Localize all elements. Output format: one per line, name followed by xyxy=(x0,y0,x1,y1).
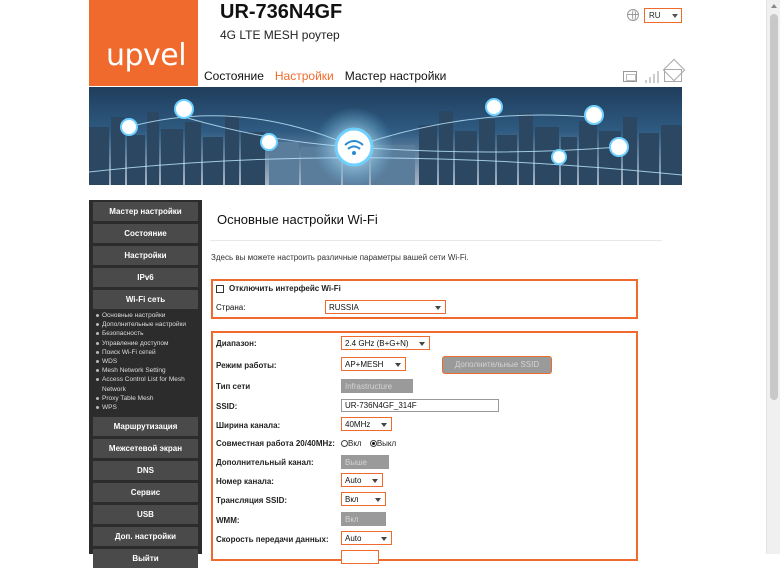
sidebar-subitem-mesh-setting[interactable]: Mesh Network Setting xyxy=(102,366,202,375)
sidebar-subitem-access-control[interactable]: Управление доступом xyxy=(102,339,202,348)
channel-value: Auto xyxy=(345,476,362,485)
language-value: RU xyxy=(649,11,661,20)
rate-select[interactable] xyxy=(341,531,392,545)
sidebar-subitem-mesh-acl-cont[interactable]: Network xyxy=(102,385,126,393)
signal-icon xyxy=(645,71,661,83)
chevron-down-icon xyxy=(419,342,425,346)
chevron-down-icon xyxy=(375,498,381,502)
banner-image xyxy=(89,87,682,185)
broadcast-select[interactable] xyxy=(341,492,386,506)
nav-status[interactable]: Состояние xyxy=(204,69,264,83)
language-select[interactable] xyxy=(644,8,682,23)
mail-icon[interactable] xyxy=(664,69,682,82)
sidebar-subitem-wps[interactable]: WPS xyxy=(102,403,202,412)
sidebar-wifi-submenu xyxy=(89,309,202,414)
sidebar-item-usb[interactable]: USB xyxy=(93,505,198,524)
sidebar-subitem-security[interactable]: Безопасность xyxy=(102,329,202,338)
sidebar-item-routing[interactable]: Маршрутизация xyxy=(93,417,198,436)
model-subtitle: 4G LTE MESH роутер xyxy=(220,28,340,42)
country-value: RUSSIA xyxy=(329,303,359,312)
ext-channel-field: Выше xyxy=(341,455,389,469)
rate-label: Скорость передачи данных: xyxy=(216,535,329,544)
chevron-down-icon xyxy=(372,479,378,483)
network-type-field: Infrastructure xyxy=(341,379,413,393)
rate-value: Auto xyxy=(345,534,362,543)
sidebar-subitem-basic[interactable]: Основные настройки xyxy=(102,311,202,320)
coexist-off-radio[interactable] xyxy=(370,440,377,447)
sidebar-item-logout[interactable]: Выйти xyxy=(93,549,198,568)
broadcast-label: Трансляция SSID: xyxy=(216,496,288,505)
scroll-up-icon[interactable] xyxy=(771,4,777,8)
page-scrollbar[interactable] xyxy=(766,0,780,554)
sidebar-subitem-mesh-acl[interactable]: Access Control List for Mesh xyxy=(102,375,202,384)
sidebar-item-settings[interactable]: Настройки xyxy=(93,246,198,265)
logo-text: upvel xyxy=(106,38,187,73)
sidebar xyxy=(89,200,202,564)
mode-label: Режим работы: xyxy=(216,361,277,370)
page-title: Основные настройки Wi-Fi xyxy=(217,212,378,227)
chevron-down-icon xyxy=(672,14,678,18)
scroll-thumb[interactable] xyxy=(770,14,778,400)
band-select[interactable] xyxy=(341,336,430,350)
sidebar-subitem-wds[interactable]: WDS xyxy=(102,357,202,366)
broadcast-value: Вкл xyxy=(345,495,359,504)
chevron-down-icon xyxy=(435,306,441,310)
sidebar-item-dns[interactable]: DNS xyxy=(93,461,198,480)
sidebar-item-ipv6[interactable]: IPv6 xyxy=(93,268,198,287)
disable-wifi-checkbox[interactable] xyxy=(216,285,224,293)
band-label: Диапазон: xyxy=(216,339,257,348)
chevron-down-icon xyxy=(381,537,387,541)
top-nav xyxy=(204,69,446,83)
globe-icon xyxy=(627,9,639,21)
channel-width-value: 40MHz xyxy=(345,420,371,429)
sidebar-item-firewall[interactable]: Межсетевой экран xyxy=(93,439,198,458)
ext-channel-label: Дополнительный канал: xyxy=(216,458,314,467)
channel-width-label: Ширина канала: xyxy=(216,421,281,430)
window-icon[interactable] xyxy=(623,71,637,82)
title-divider xyxy=(210,240,662,241)
wmm-label: WMM: xyxy=(216,516,240,525)
chevron-down-icon xyxy=(381,423,387,427)
coexist-radio-group xyxy=(341,439,396,448)
ssid-label: SSID: xyxy=(216,402,238,411)
chevron-down-icon xyxy=(395,363,401,367)
country-select[interactable] xyxy=(325,300,446,314)
coexist-label: Совместная работа 20/40MHz: xyxy=(216,439,335,448)
coexist-on-label: Вкл xyxy=(348,439,362,448)
nav-wizard[interactable]: Мастер настройки xyxy=(344,69,447,83)
ssid-input[interactable]: UR-736N4GF_314F xyxy=(341,399,499,412)
sidebar-subitem-site-survey[interactable]: Поиск Wi-Fi сетей xyxy=(102,348,202,357)
wmm-field: Вкл xyxy=(341,512,386,526)
page-description: Здесь вы можете настроить различные параметры вашей сети Wi-Fi. xyxy=(211,253,469,262)
sidebar-item-extra[interactable]: Доп. настройки xyxy=(93,527,198,546)
banner-graphic xyxy=(89,87,682,185)
sidebar-subitem-advanced[interactable]: Дополнительные настройки xyxy=(102,320,202,329)
channel-label: Номер канала: xyxy=(216,477,274,486)
mode-select[interactable] xyxy=(341,357,406,371)
sidebar-item-wifi[interactable]: Wi-Fi сеть xyxy=(93,290,198,309)
sidebar-item-status[interactable]: Состояние xyxy=(93,224,198,243)
extra-ssid-button[interactable]: Дополнительные SSID xyxy=(442,356,552,374)
sidebar-item-wizard[interactable]: Мастер настройки xyxy=(93,202,198,221)
band-value: 2.4 GHz (B+G+N) xyxy=(345,339,409,348)
nav-settings[interactable]: Настройки xyxy=(274,69,334,83)
sidebar-subitem-proxy-table[interactable]: Proxy Table Mesh xyxy=(102,394,202,403)
toolbar-icons xyxy=(623,68,683,84)
upvel-logo[interactable] xyxy=(89,0,198,86)
network-type-label: Тип сети xyxy=(216,382,251,391)
disable-wifi-label: Отключить интерфейс Wi-Fi xyxy=(229,284,341,293)
partial-select[interactable] xyxy=(341,550,379,564)
model-title: UR-736N4GF xyxy=(220,1,343,23)
sidebar-item-service[interactable]: Сервис xyxy=(93,483,198,502)
coexist-off-label: Выкл xyxy=(376,439,397,448)
mode-value: AP+MESH xyxy=(345,360,384,369)
channel-select[interactable] xyxy=(341,473,383,487)
country-label: Страна: xyxy=(216,303,246,312)
coexist-on-radio[interactable] xyxy=(341,440,348,447)
channel-width-select[interactable] xyxy=(341,417,392,431)
